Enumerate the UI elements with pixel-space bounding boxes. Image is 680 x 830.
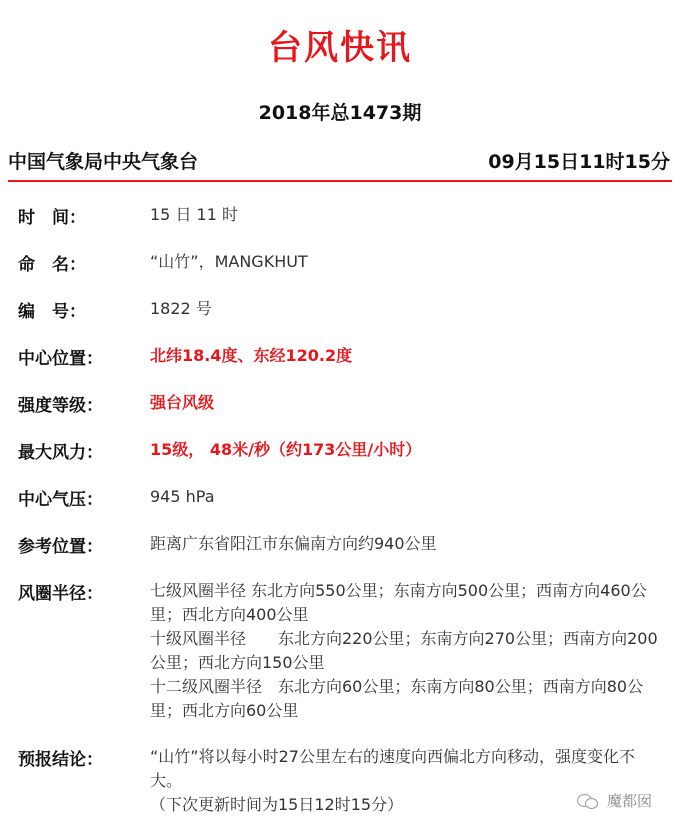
wind-radius-grade7: 七级风圈半径 东北方向550公里；东南方向500公里；西南方向460公里；西北方向400公里 (150, 581, 647, 624)
wind-radius-label: 风圈半径： (18, 584, 103, 604)
number-label: 编 号： (18, 302, 86, 322)
center-pressure-label: 中心气压： (18, 490, 103, 510)
center-pressure-value: 945 hPa (150, 487, 215, 506)
center-position-value: 北纬18.4度、东经120.2度 (150, 346, 353, 365)
page-title: 台风快讯 (268, 28, 412, 68)
max-wind-label: 最大风力： (18, 443, 103, 463)
time-value: 15 日 11 时 (150, 205, 238, 224)
watermark (577, 790, 652, 811)
number-value: 1822 号 (150, 299, 212, 318)
issue-number: 2018年总1473期 (258, 102, 422, 124)
wind-radius-grade10: 十级风圈半径 东北方向220公里；东南方向270公里；西南方向200公里；西北方向150公里 (150, 629, 658, 672)
forecast-note: （下次更新时间为15日12时15分） (150, 795, 404, 814)
reference-position-label: 参考位置： (18, 537, 103, 557)
header-divider (8, 180, 672, 182)
wind-radius-grade12: 十二级风圈半径 东北方向60公里；东南方向80公里；西南方向80公里；西北方向60公里 (150, 677, 644, 720)
wind-radius-value (150, 579, 660, 723)
forecast-label: 预报结论： (18, 750, 103, 770)
center-position-label: 中心位置： (18, 349, 103, 369)
max-wind-value: 15级， 48米/秒（约173公里/小时） (150, 440, 422, 459)
intensity-label: 强度等级： (18, 396, 103, 416)
time-label: 时 间： (18, 208, 86, 228)
forecast-text: “山竹”将以每小时27公里左右的速度向西偏北方向移动，强度变化不大。 (150, 747, 635, 790)
agency-name: 中国气象局中央气象台 (8, 151, 199, 173)
bulletin-timestamp: 09月15日11时15分 (488, 151, 670, 173)
chat-bubbles-icon (577, 793, 599, 809)
name-label: 命 名： (18, 255, 86, 275)
name-value: “山竹”，MANGKHUT (150, 252, 308, 271)
reference-position-value: 距离广东省阳江市东偏南方向约940公里 (150, 534, 437, 553)
watermark-text: 魔都囡 (606, 792, 652, 810)
intensity-value: 强台风级 (150, 393, 215, 412)
